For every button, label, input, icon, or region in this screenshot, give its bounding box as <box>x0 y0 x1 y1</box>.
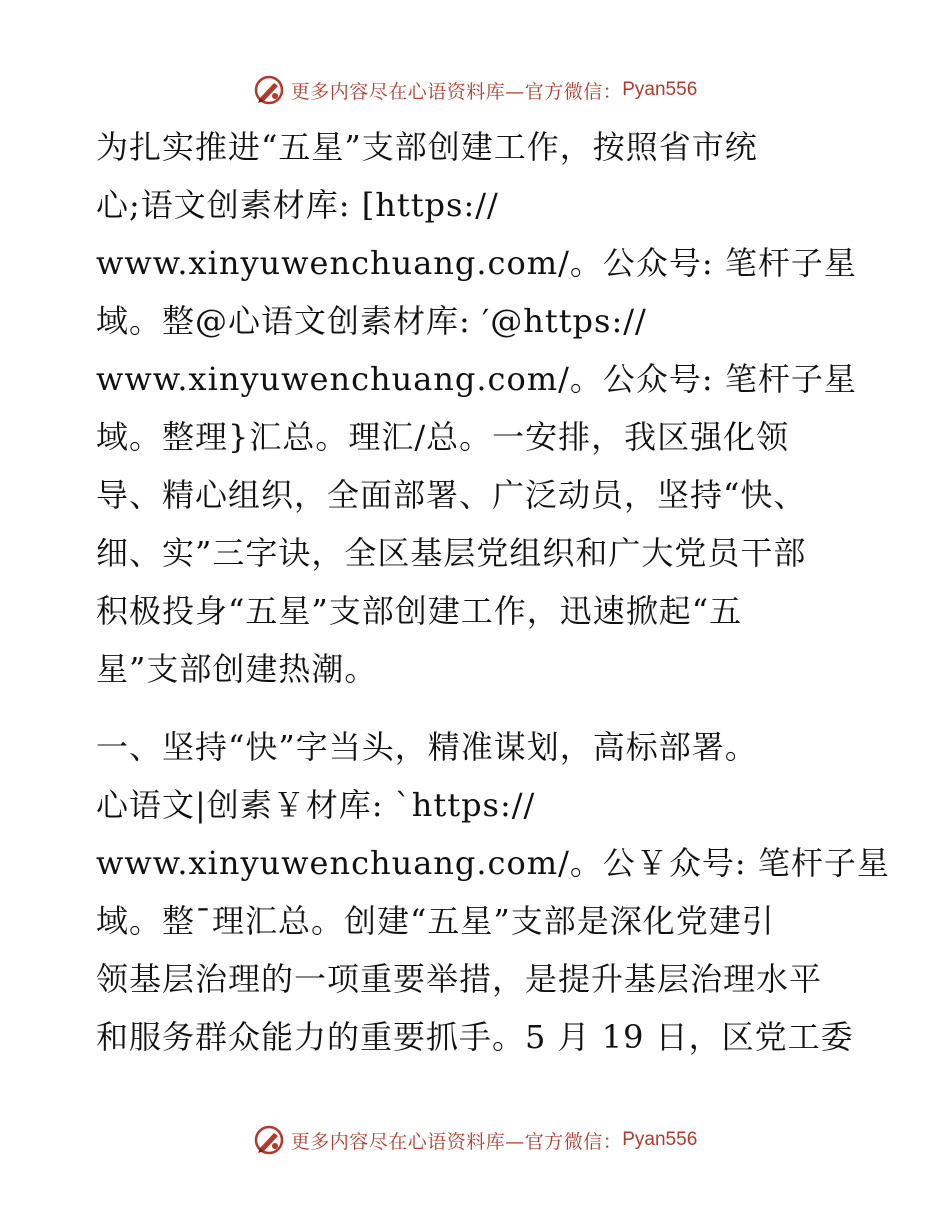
watermark-text: 更多内容尽在心语资料库—官方微信： <box>290 1130 623 1153</box>
text-line: 心语文|创素￥材库: `https:// <box>96 786 536 824</box>
text-line: 积极投身“五星”支部创建工作，迅速掀起“五 <box>96 592 743 630</box>
pen-logo-icon <box>253 1124 285 1156</box>
paragraph-2 <box>96 718 896 1066</box>
text-line: 域。整理}汇总。理汇/总。一安排，我区强化领 <box>96 418 790 456</box>
text-line: 星”支部创建热潮。 <box>96 650 378 688</box>
text-line: 导、精心组织，全面部署、广泛动员，坚持“快、 <box>96 476 807 514</box>
text-line: www.xinyuwenchuang.com/。公众号: 笔杆子星 <box>96 244 857 282</box>
watermark-id: Pyan556 <box>622 79 698 100</box>
text-line: 域。整¯理汇总。创建“五星”支部是深化党建引 <box>96 902 775 940</box>
text-line: 心;语文创素材库: [https:// <box>96 186 499 224</box>
text-line: www.xinyuwenchuang.com/。公众号: 笔杆子星 <box>96 360 857 398</box>
text-line: 和服务群众能力的重要抓手。5 月 19 日，区党工委 <box>96 1018 854 1056</box>
paragraph-1 <box>96 118 896 698</box>
text-line: 为扎实推进“五星”支部创建工作，按照省市统 <box>96 128 758 166</box>
text-line: 一、坚持“快”字当头，精准谋划，高标部署。 <box>96 728 758 766</box>
text-line: www.xinyuwenchuang.com/。公￥众号: 笔杆子星 <box>96 844 890 882</box>
footer-watermark <box>0 1120 950 1160</box>
watermark-text: 更多内容尽在心语资料库—官方微信： <box>290 80 623 103</box>
paragraph-spacer <box>96 698 896 718</box>
text-line: 域。整@心语文创素材库: ′@https:// <box>96 302 647 340</box>
header-watermark <box>0 70 950 110</box>
watermark-id: Pyan556 <box>622 1129 698 1150</box>
text-line: 领基层治理的一项重要举措，是提升基层治理水平 <box>96 960 823 998</box>
document-body <box>96 118 896 1066</box>
pen-logo-icon <box>253 74 285 106</box>
text-line: 细、实”三字诀，全区基层党组织和广大党员干部 <box>96 534 807 572</box>
